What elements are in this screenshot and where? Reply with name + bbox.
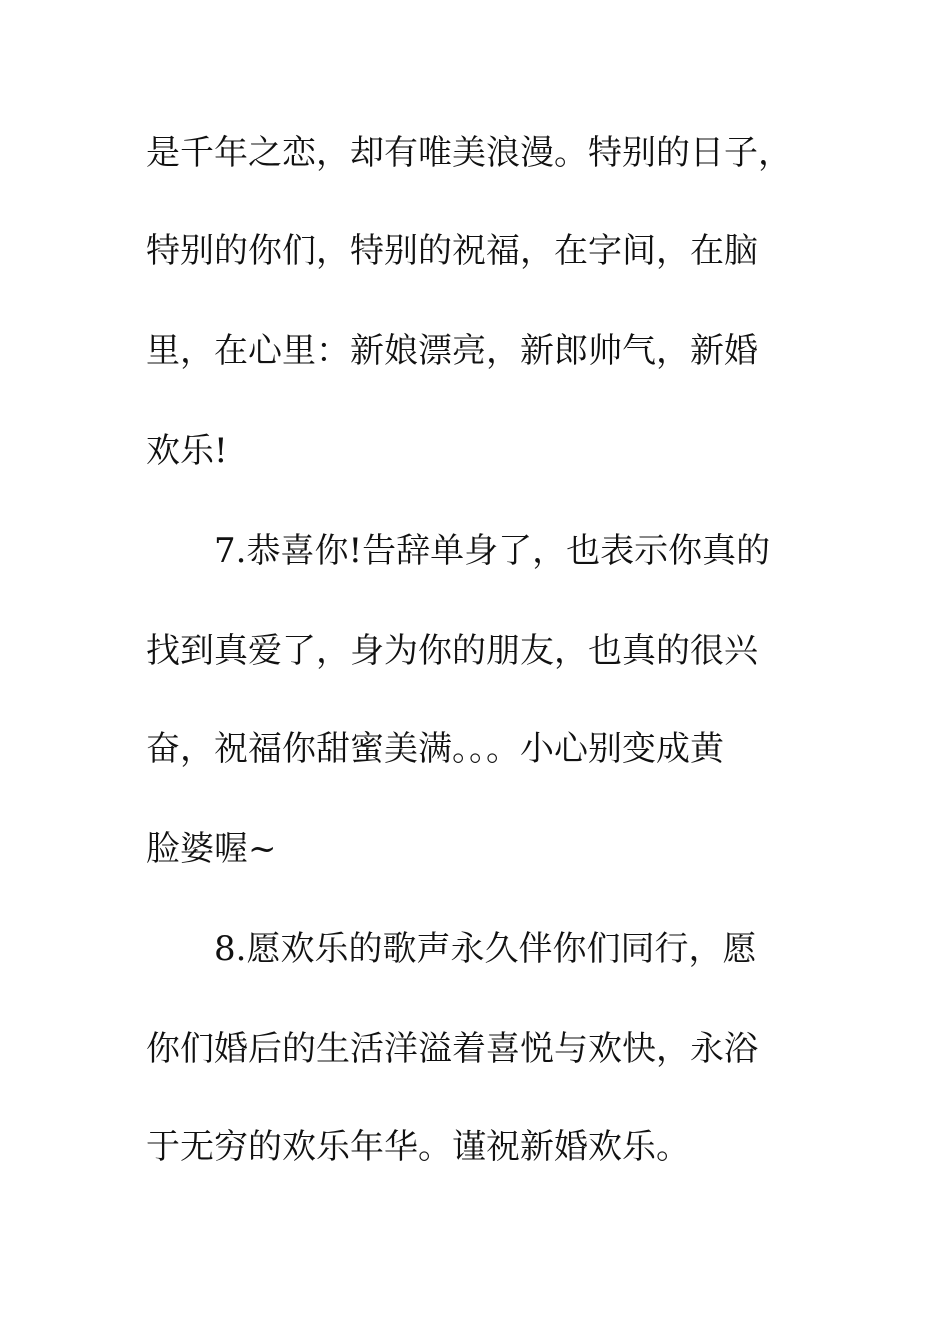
text-line: 奋，祝福你甜蜜美满。。。小心别变成黄 xyxy=(146,729,724,769)
text-line: 找到真爱了，身为你的朋友，也真的很兴 xyxy=(146,631,758,671)
text-line: 脸婆喔~ xyxy=(146,829,277,869)
text-line: 里，在心里：新娘漂亮，新郎帅气，新婚 xyxy=(146,331,758,371)
text-line: 于无穷的欢乐年华。谨祝新婚欢乐。 xyxy=(146,1127,690,1167)
text-line: 8.愿欢乐的歌声永久伴你们同行，愿 xyxy=(214,929,757,969)
text-line: 你们婚后的生活洋溢着喜悦与欢快，永浴 xyxy=(146,1029,758,1069)
text-line: 7.恭喜你!告辞单身了，也表示你真的 xyxy=(214,531,771,571)
text-line: 是千年之恋，却有唯美浪漫。特别的日子， xyxy=(146,133,792,173)
text-line: 欢乐! xyxy=(146,431,228,471)
text-line: 特别的你们，特别的祝福，在字间，在脑 xyxy=(146,231,758,271)
